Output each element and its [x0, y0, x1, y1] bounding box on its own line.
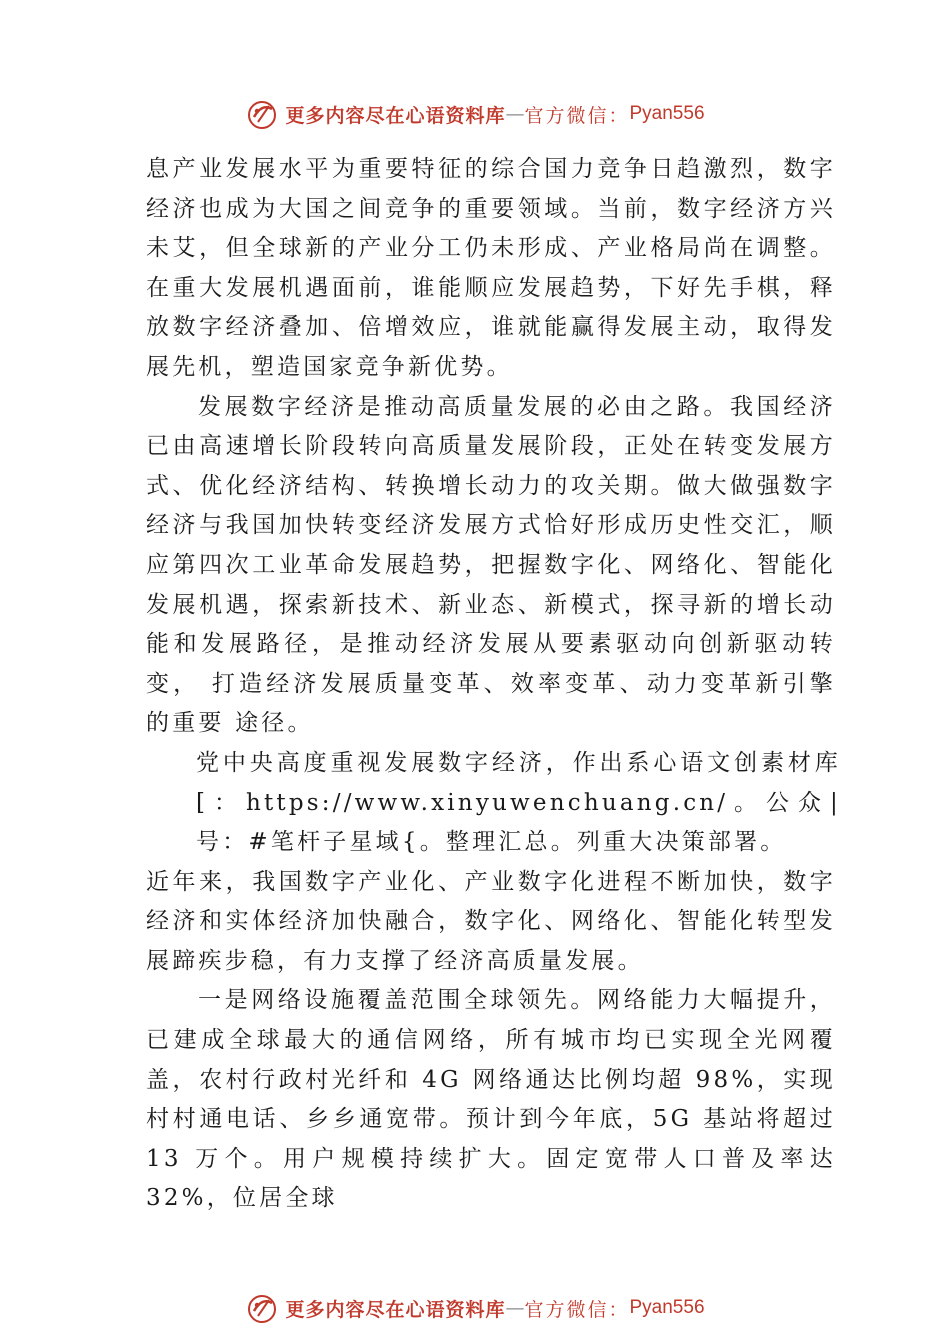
paragraph-3-source-note: 党中央高度重视发展数字经济，作出系心语文创素材库[：https://www.xinyuwenchuang.cn/。公众|号：#笔杆子星域{。整理汇总。列重大决策部署。	[196, 749, 841, 856]
footer-watermark-banner	[0, 1288, 950, 1328]
banner-wechat-label: 官方微信：	[524, 104, 630, 127]
paragraph-4: 近年来，我国数字产业化、产业数字化进程不断加快，数字经济和实体经济加快融合，数字化、网络化、智能化转型发展蹄疾步稳，有力支撑了经济高质量发展。	[146, 868, 836, 974]
banner-account: Pyan556	[629, 1297, 705, 1318]
banner-wechat-label: 官方微信：	[524, 1298, 630, 1321]
paragraph-2: 发展数字经济是推动高质量发展的必由之路。我国经济已由高速增长阶段转向高质量发展阶段，正处在转变发展方式、优化经济结构、转换增长动力的攻关期。做大做强数字经济与我国加快转变经济发展方式恰好形成历史性交汇，顺应第四次工业革命发展趋势，把握数字化、网络化、智能化发展机遇，探索新技术、新业态、新模式，探寻新的增长动能和发展路径，是推动经济发展从要素驱动向创新驱动转变， 打造经济发展质量变革、效率变革、动力变革新引擎的重要 途径。	[146, 393, 836, 737]
header-watermark-banner	[0, 94, 950, 134]
logo-icon	[245, 1291, 279, 1325]
banner-separator: —	[505, 1297, 525, 1319]
banner-slogan: 更多内容尽在心语资料库	[285, 1298, 506, 1321]
banner-account: Pyan556	[629, 103, 705, 124]
document-body	[146, 150, 847, 1219]
paragraph-1: 息产业发展水平为重要特征的综合国力竞争日趋激烈，数字经济也成为大国之间竞争的重要领域。当前，数字经济方兴未艾，但全球新的产业分工仍未形成、产业格局尚在调整。 在重大发展机遇面前，谁能顺应发展趋势，下好先手棋，释放数字经济叠加、倍增效应，谁就能赢得发展主动，取得发展先机，塑造国家竞争新优势。	[146, 156, 847, 380]
banner-separator: —	[505, 103, 525, 125]
logo-icon	[245, 97, 279, 131]
paragraph-5: 一是网络设施覆盖范围全球领先。网络能力大幅提升，已建成全球最大的通信网络，所有城市均已实现全光网覆盖，农村行政村光纤和 4G 网络通达比例均超 98%，实现村村通电话、乡乡通宽带。预计到今年底，5G 基站将超过 13 万个。用户规模持续扩大。固定宽带人口普及率达 32%，位居全球	[146, 987, 847, 1212]
banner-slogan: 更多内容尽在心语资料库	[285, 104, 506, 127]
